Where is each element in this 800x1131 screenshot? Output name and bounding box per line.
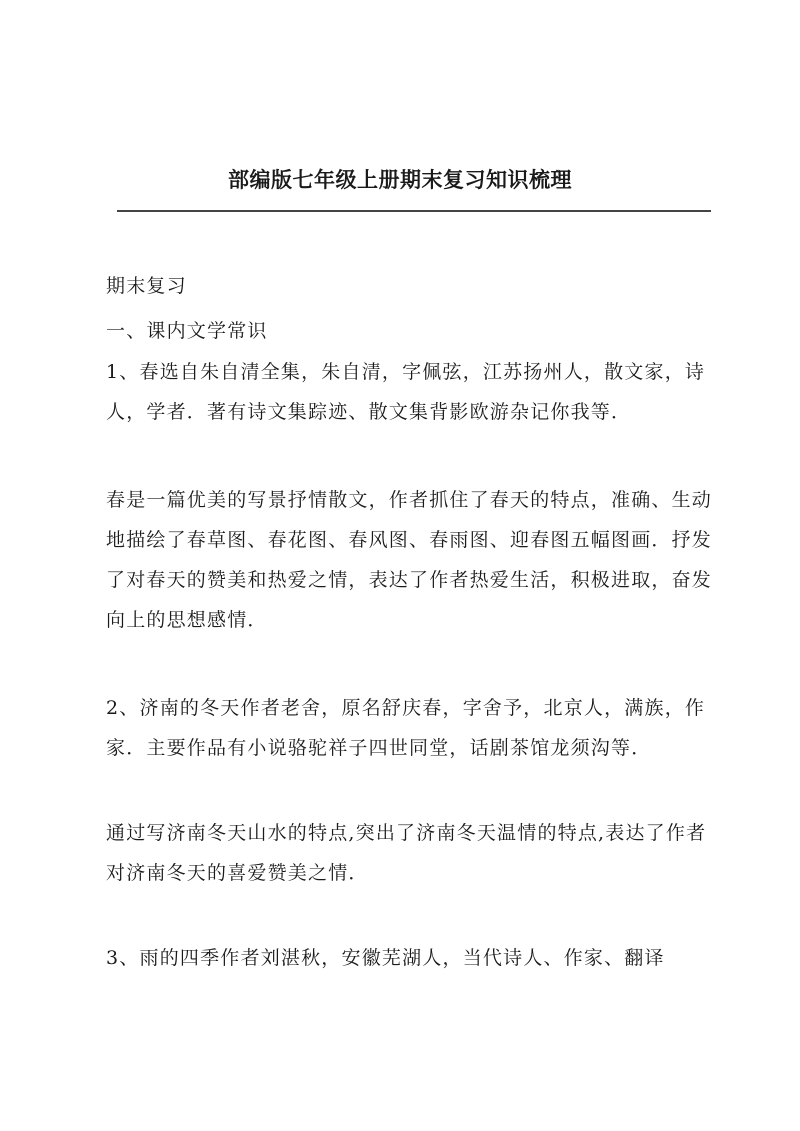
- paragraph-jinan-summary: 通过写济南冬天山水的特点,突出了济南冬天温情的特点,表达了作者对济南冬天的喜爱赞美之情．: [106, 822, 707, 884]
- paragraph-chun-summary: 春是一篇优美的写景抒情散文，作者抓住了春天的特点，准确、生动地描绘了春草图、春花图、春风图、春雨图、迎春图五幅图画．抒发了对春天的赞美和热爱之情，表达了作者热爱生活，积极进取，奋发向上的思想感情．: [106, 489, 713, 631]
- paragraph-chunzi: 1、春选自朱自清全集，朱自清，字佩弦，江苏扬州人，散文家，诗人，学者．著有诗文集踪迹、散文集背影欧游杂记你我等．: [106, 361, 706, 423]
- title-divider: [117, 210, 711, 212]
- page-title: 部编版七年级上册期末复习知识梳理: [228, 167, 572, 192]
- paragraph-jinan-author: 2、济南的冬天作者老舍，原名舒庆春，字舍予，北京人，满族，作家．主要作品有小说骆驼祥子四世同堂，话剧茶馆龙须沟等．: [106, 697, 706, 759]
- subsection-heading: 一、课内文学常识: [106, 320, 268, 342]
- paragraph-yu-author: 3、雨的四季作者刘湛秋，安徽芜湖人，当代诗人、作家、翻译: [106, 947, 665, 969]
- section-heading: 期末复习: [106, 275, 187, 297]
